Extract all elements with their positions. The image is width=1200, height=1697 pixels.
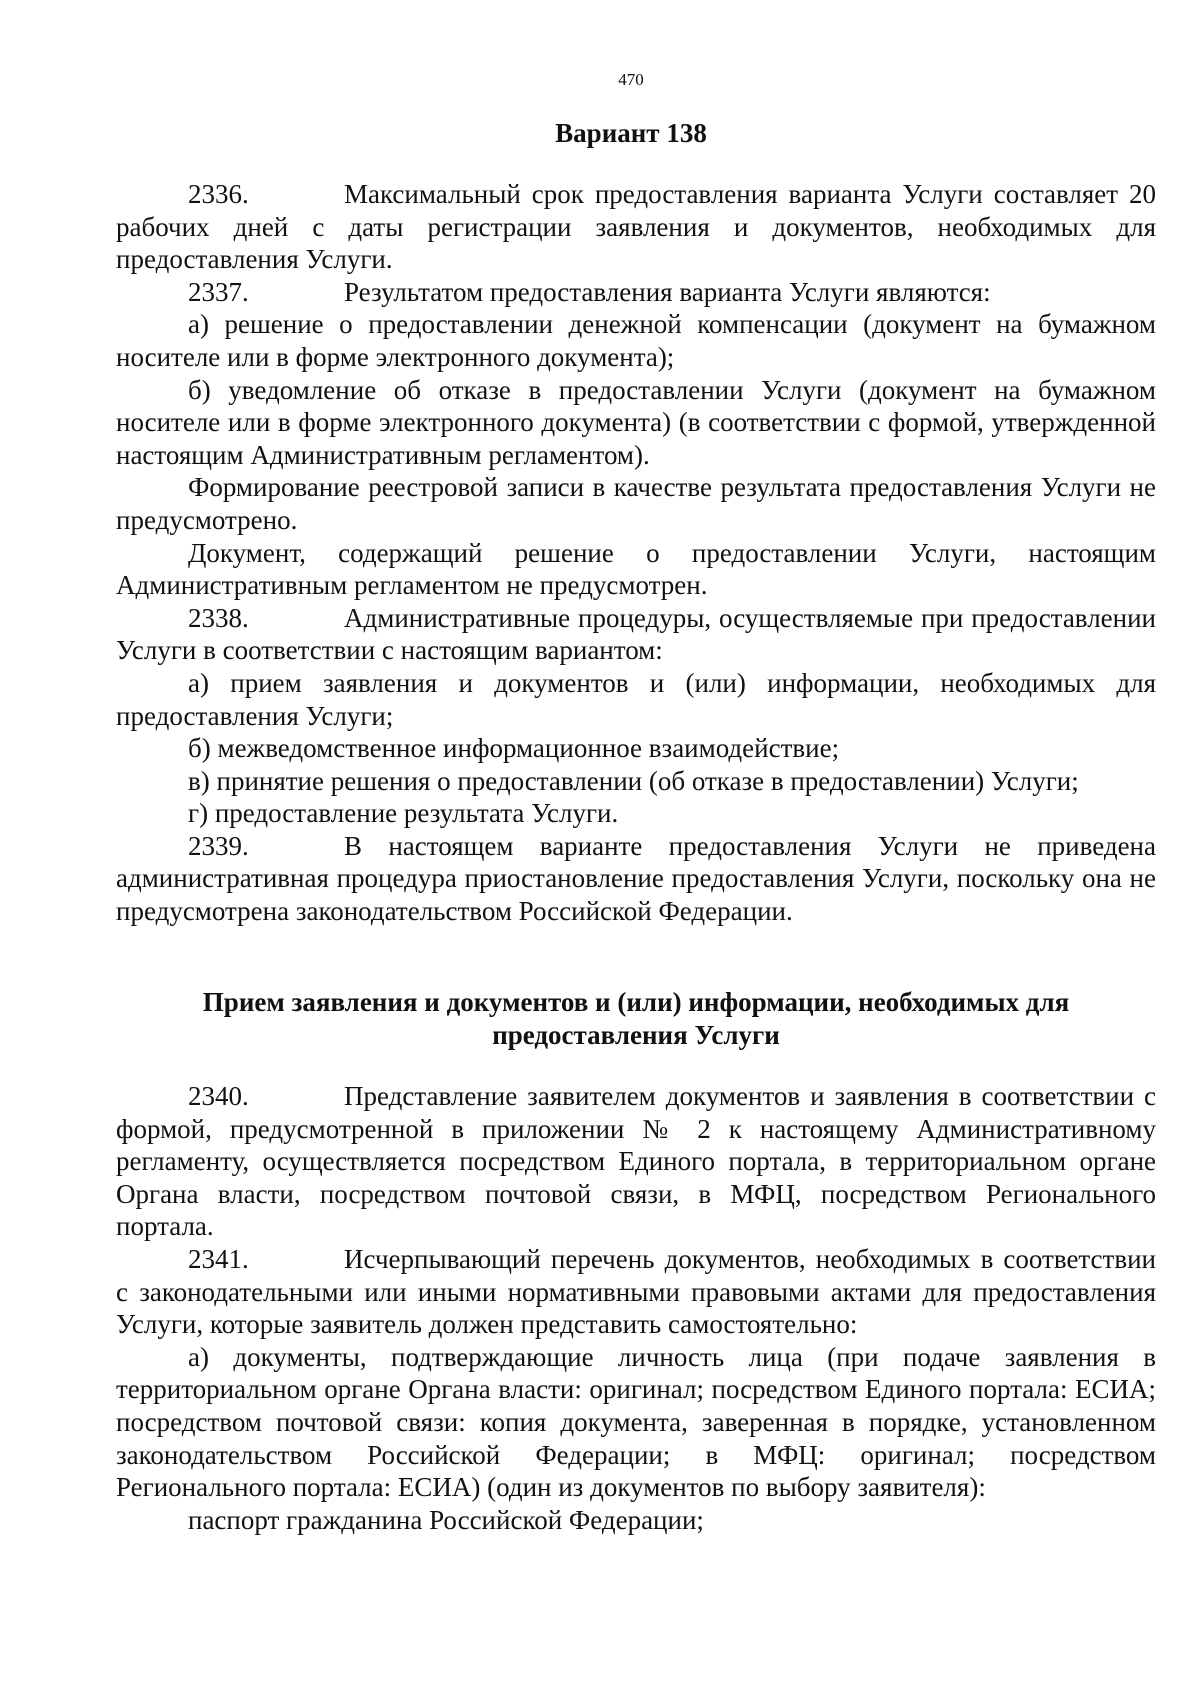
paragraph-text: Результатом предоставления варианта Услуги являются: — [344, 276, 991, 307]
page-number: 470 — [618, 70, 644, 89]
paragraph — [116, 1341, 1156, 1504]
paragraph — [116, 308, 1156, 373]
paragraph-number: 2338. — [188, 602, 249, 633]
paragraph-text: в) принятие решения о предоставлении (об отказе в предоставлении) Услуги; — [188, 765, 1079, 796]
paragraph — [116, 1504, 1156, 1537]
paragraph — [116, 471, 1156, 536]
paragraph-number: 2337. — [188, 276, 249, 307]
text-block-2 — [116, 1080, 1156, 1536]
paragraph — [116, 374, 1156, 472]
numbered-paragraph — [116, 830, 1156, 928]
section-title: Прием заявления и документов и (или) информации, необходимых для предоставления Услуги — [202, 987, 1070, 1050]
paragraph-text: г) предоставление результата Услуги. — [188, 798, 619, 829]
numbered-paragraph — [116, 178, 1156, 276]
paragraph-text: а) документы, подтверждающие личность лица (при подаче заявления в территориальном органе Органа власти: оригинал; посредством Единого портала: ЕСИА; посредством почтовой связи: копия документа, заверенная в порядке, установленном законодательством Российской Федерации; в МФЦ: оригинал; посредством Регионального портала: ЕСИА) (один из документов по выбору заявителя): — [116, 1341, 1156, 1503]
numbered-paragraph — [116, 602, 1156, 667]
paragraph-text: а) прием заявления и документов и (или) информации, необходимых для предоставления Услуги; — [116, 667, 1156, 731]
paragraph-text: а) решение о предоставлении денежной компенсации (документ на бумажном носителе или в форме электронного документа); — [116, 309, 1156, 372]
paragraph — [116, 765, 1156, 798]
paragraph-text: Представление заявителем документов и заявления в соответствии с формой, предусмотренной в приложении № 2 к настоящему Административному регламенту, осуществляется посредством Единого портала, в территориальном органе Органа власти, посредством почтовой связи, в МФЦ, посредством Регионального портала. — [116, 1081, 1156, 1242]
paragraph-text: Административные процедуры, осуществляемые при предоставлении Услуги в соответствии с настоящим вариантом: — [116, 602, 1156, 666]
paragraph-text: В настоящем варианте предоставления Услуги не приведена административная процедура приостановление предоставления Услуги, поскольку она не предусмотрена законодательством Российской Федерации. — [116, 830, 1156, 927]
paragraph-number: 2340. — [188, 1081, 249, 1111]
variant-title: Вариант 138 — [555, 118, 707, 148]
paragraph-text: б) межведомственное информационное взаимодействие; — [188, 733, 840, 764]
text-block-1 — [116, 178, 1156, 928]
paragraph — [116, 537, 1156, 602]
paragraph — [116, 797, 1156, 830]
paragraph-number: 2339. — [188, 830, 249, 861]
paragraph-text: б) уведомление об отказе в предоставлении Услуги (документ на бумажном носителе или в форме электронного документа) (в соответствии с формой, утвержденной настоящим Административным регламентом). — [116, 374, 1156, 470]
paragraph-text: Максимальный срок предоставления варианта Услуги составляет 20 рабочих дней с даты регистрации заявления и документов, необходимых для предоставления Услуги. — [116, 179, 1156, 275]
numbered-paragraph — [116, 1080, 1156, 1243]
numbered-paragraph — [116, 276, 1156, 309]
paragraph-text: Документ, содержащий решение о предоставлении Услуги, настоящим Административным регламентом не предусмотрен. — [116, 537, 1156, 601]
numbered-paragraph — [116, 1243, 1156, 1341]
paragraph — [116, 667, 1156, 732]
paragraph-number: 2336. — [188, 179, 249, 209]
paragraph-text: Исчерпывающий перечень документов, необходимых в соответствии с законодательными или иными нормативными правовыми актами для предоставления Услуги, которые заявитель должен представить самостоятельно: — [116, 1243, 1156, 1340]
paragraph-text: паспорт гражданина Российской Федерации; — [188, 1504, 704, 1535]
paragraph — [116, 732, 1156, 765]
paragraph-text: Формирование реестровой записи в качестве результата предоставления Услуги не предусмотрено. — [116, 472, 1156, 535]
paragraph-number: 2341. — [188, 1243, 249, 1274]
